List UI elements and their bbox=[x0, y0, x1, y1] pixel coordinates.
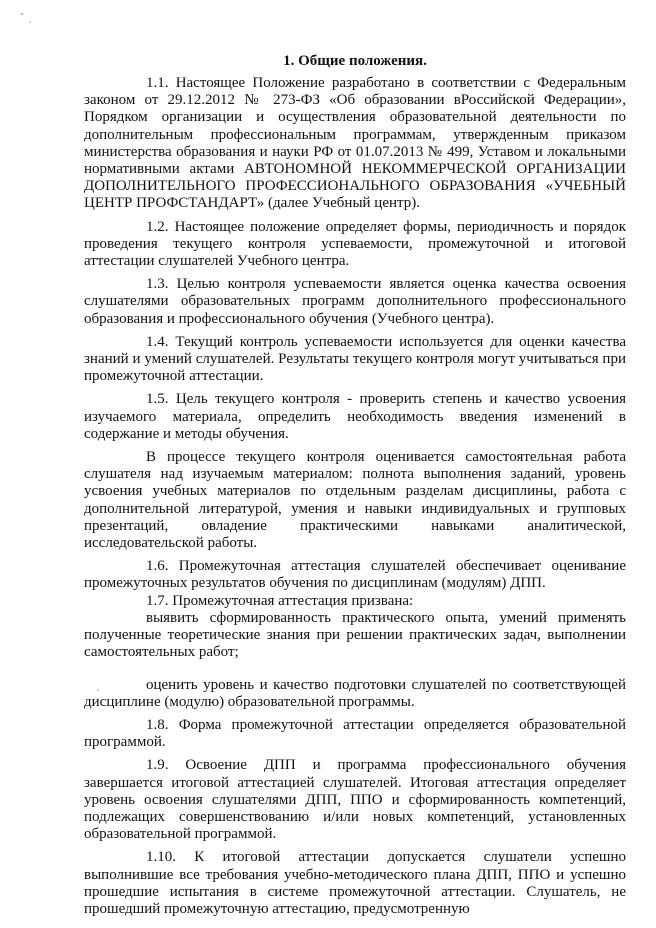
paragraph-current-control: В процессе текущего контроля оценивается самостоятельная работа слушателя над изучаемым материалом: полнота выполнения заданий, уровень усвоения учебных материалов по отдельным разделам дисциплины, работа с дополнительной литературой, умения и навыки индивидуальных и групповых презентаций, овладение практическими навыками аналитической, исследовательской работы. bbox=[84, 449, 626, 552]
paragraph-1-2: 1.2. Настоящее положение определяет формы, периодичность и порядок проведения текущего контроля успеваемости, промежуточной и итоговой аттестации слушателей Учебного центра. bbox=[84, 218, 626, 270]
paragraph-1-6: 1.6. Промежуточная аттестация слушателей обеспечивает оценивание промежуточных результатов обучения по дисциплинам (модулям) ДПП. bbox=[84, 558, 626, 592]
paragraph-1-1: 1.1. Настоящее Положение разработано в соответствии с Федеральным законом от 29.12.2012 № 273-ФЗ «Об образовании вРоссийской Федерации», Порядком организации и осуществления образовательной деятельности по дополнительным профессиональным программам, утвержденным приказом министерства образования и науки РФ от 01.07.2013 № 499, Уставом и локальными нормативными актами АВТОНОМНОЙ НЕКОММЕРЧЕСКОЙ ОРГАНИЗАЦИИ ДОПОЛНИТЕЛЬНОГО ПРОФЕССИОНАЛЬНОГО ОБРАЗОВАНИЯ «УЧЕБНЫЙ ЦЕНТР ПРОФСТАНДАРТ» (далее Учебный центр). bbox=[84, 75, 626, 212]
paragraph-1-10: 1.10. К итоговой аттестации допускается слушатели успешно выполнившие все требования учебно-методического плана ДПП, ППО и успешно прошедшие испытания в системе промежуточной аттестации. Слушатель, не прошедший промежуточную аттестацию, предусмотренную bbox=[84, 849, 626, 917]
paragraph-1-7-item-2: оценить уровень и качество подготовки слушателей по соответствующей дисциплине (модулю) образовательной программы. bbox=[84, 676, 626, 710]
paragraph-1-9: 1.9. Освоение ДПП и программа профессионального обучения завершается итоговой аттестацией слушателей. Итоговая аттестация определяет уровень освоения слушателями ДПП, ППО и сформированность компетенций, подлежащих совершенствованию и/или новых компетенций, установленных образовательной программой. bbox=[84, 757, 626, 843]
paragraph-1-7: 1.7. Промежуточная аттестация призвана: bbox=[146, 592, 414, 609]
paragraph-1-7-item-1: выявить сформированность практического опыта, умений применять полученные теоретические знания при решении практических задач, выполнении самостоятельных работ; bbox=[84, 609, 626, 661]
paragraph-1-4: 1.4. Текущий контроль успеваемости используется для оценки качества знаний и умений слушателей. Результаты текущего контроля могут учитываться при промежуточной аттестации. bbox=[84, 333, 626, 385]
paragraph-1-5: 1.5. Цель текущего контроля - проверить степень и качество усвоения изучаемого материала, определить необходимость введения изменений в содержание и методы обучения. bbox=[84, 391, 626, 442]
paragraph-1-8: 1.8. Форма промежуточной аттестации определяется образовательной программой. bbox=[84, 716, 626, 751]
section-title: 1. Общие положения. bbox=[283, 53, 427, 69]
paragraph-1-3: 1.3. Целью контроля успеваемости является оценка качества освоения слушателями образовательных программ дополнительного профессионального образования и профессионального обучения (Учебного центра). bbox=[84, 276, 626, 327]
